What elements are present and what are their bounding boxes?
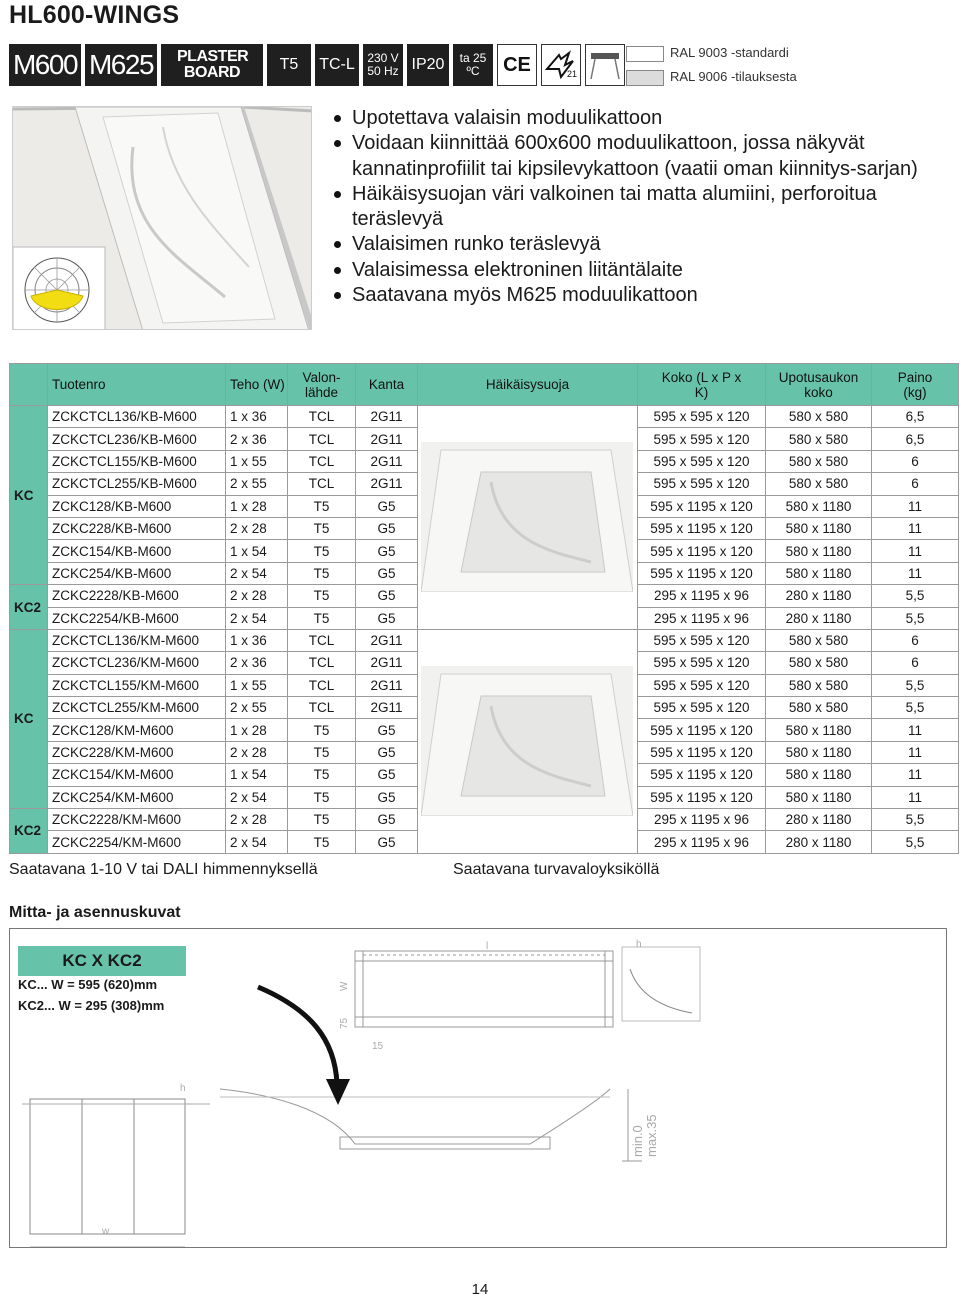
pointer-arrow xyxy=(258,987,337,1084)
socket: 2G11 xyxy=(356,652,418,674)
product-code: ZCKCTCL155/KM-M600 xyxy=(48,674,226,696)
power: 2 x 54 xyxy=(226,562,288,584)
ral-standard-label: RAL 9003 -standardi xyxy=(670,45,789,60)
socket: G5 xyxy=(356,741,418,763)
socket: G5 xyxy=(356,719,418,741)
socket: 2G11 xyxy=(356,406,418,428)
cutout-size: 580 x 1180 xyxy=(766,741,872,763)
cutout-size: 580 x 580 xyxy=(766,674,872,696)
tcl-badge: TC-L xyxy=(315,44,359,86)
socket: G5 xyxy=(356,831,418,853)
power: 1 x 28 xyxy=(226,495,288,517)
light-source: T5 xyxy=(288,786,356,808)
m600-badge: M600 xyxy=(9,44,81,86)
feature-item: Saatavana myös M625 moduulikattoon xyxy=(330,283,950,308)
cutout-size: 580 x 580 xyxy=(766,697,872,719)
t5-badge: T5 xyxy=(267,44,311,86)
socket: G5 xyxy=(356,517,418,539)
dim-length: l xyxy=(486,941,489,952)
column-header: Valon-lähde xyxy=(288,364,356,406)
cutout-size: 580 x 1180 xyxy=(766,562,872,584)
product-code: ZCKC128/KM-M600 xyxy=(48,719,226,741)
size: 595 x 595 x 120 xyxy=(638,450,766,472)
power: 1 x 55 xyxy=(226,674,288,696)
kc-width-note: KC... W = 595 (620)mm xyxy=(18,977,158,992)
enec-symbol xyxy=(543,47,579,83)
weight: 5,5 xyxy=(872,674,959,696)
cutout-size: 580 x 1180 xyxy=(766,495,872,517)
cutout-size: 580 x 580 xyxy=(766,406,872,428)
group-label: KC2 xyxy=(10,809,48,854)
power: 2 x 36 xyxy=(226,428,288,450)
cutout-size: 580 x 580 xyxy=(766,473,872,495)
voltage-badge: 230 V 50 Hz xyxy=(363,44,403,86)
product-photo xyxy=(12,106,312,330)
product-code: ZCKC228/KM-M600 xyxy=(48,741,226,763)
power: 2 x 28 xyxy=(226,517,288,539)
socket: G5 xyxy=(356,585,418,607)
socket: 2G11 xyxy=(356,428,418,450)
size: 595 x 595 x 120 xyxy=(638,674,766,696)
light-source: TCL xyxy=(288,406,356,428)
product-code: ZCKC2228/KB-M600 xyxy=(48,585,226,607)
cutout-size: 580 x 580 xyxy=(766,629,872,651)
size: 595 x 595 x 120 xyxy=(638,652,766,674)
weight: 11 xyxy=(872,719,959,741)
product-code: ZCKC2254/KM-M600 xyxy=(48,831,226,853)
size: 595 x 595 x 120 xyxy=(638,473,766,495)
light-source: T5 xyxy=(288,585,356,607)
kc2-width-note: KC2... W = 295 (308)mm xyxy=(18,998,165,1013)
enec-mark-icon xyxy=(541,44,581,86)
product-code: ZCKC254/KM-M600 xyxy=(48,786,226,808)
light-source: T5 xyxy=(288,741,356,763)
power: 2 x 55 xyxy=(226,697,288,719)
product-code: ZCKCTCL255/KB-M600 xyxy=(48,473,226,495)
ip20-badge: IP20 xyxy=(407,44,449,86)
weight: 6,5 xyxy=(872,428,959,450)
weight: 5,5 xyxy=(872,697,959,719)
light-source: TCL xyxy=(288,428,356,450)
light-source: T5 xyxy=(288,764,356,786)
socket: G5 xyxy=(356,607,418,629)
dim-min: min.0 xyxy=(630,1125,645,1157)
size: 595 x 595 x 120 xyxy=(638,629,766,651)
kc-label: KC X KC2 xyxy=(18,946,186,976)
power: 2 x 36 xyxy=(226,652,288,674)
weight: 5,5 xyxy=(872,831,959,853)
power: 2 x 54 xyxy=(226,607,288,629)
power: 1 x 28 xyxy=(226,719,288,741)
power: 1 x 36 xyxy=(226,406,288,428)
column-header: Koko (L x P x K) xyxy=(638,364,766,406)
product-code: ZCKCTCL155/KB-M600 xyxy=(48,450,226,472)
group-header xyxy=(10,364,48,406)
product-code: ZCKC228/KB-M600 xyxy=(48,517,226,539)
cutout-size: 580 x 1180 xyxy=(766,719,872,741)
product-code: ZCKC154/KB-M600 xyxy=(48,540,226,562)
column-header: Häikäisysuoja xyxy=(418,364,638,406)
socket: 2G11 xyxy=(356,450,418,472)
weight: 11 xyxy=(872,495,959,517)
column-header: Tuotenro xyxy=(48,364,226,406)
light-source: T5 xyxy=(288,517,356,539)
dim-75: 75 xyxy=(339,1017,350,1029)
weight: 11 xyxy=(872,517,959,539)
size: 595 x 595 x 120 xyxy=(638,406,766,428)
size: 595 x 1195 x 120 xyxy=(638,786,766,808)
glare-shield-cell xyxy=(418,406,638,630)
power: 1 x 55 xyxy=(226,450,288,472)
socket: 2G11 xyxy=(356,629,418,651)
feature-item: Valaisimessa elektroninen liitäntälaite xyxy=(330,258,950,283)
cutout-size: 280 x 1180 xyxy=(766,809,872,831)
dim-width: W xyxy=(339,981,350,991)
cutout-size: 580 x 580 xyxy=(766,450,872,472)
recessed-symbol xyxy=(587,47,623,83)
weight: 11 xyxy=(872,540,959,562)
column-header: Teho (W) xyxy=(226,364,288,406)
emergency-note: Saatavana turvavaloyksiköllä xyxy=(453,861,660,878)
size: 595 x 1195 x 120 xyxy=(638,540,766,562)
table-header-row xyxy=(10,364,959,406)
product-code: ZCKC2228/KM-M600 xyxy=(48,809,226,831)
arrow-head-icon xyxy=(326,1079,350,1105)
column-header: Upotusaukon koko xyxy=(766,364,872,406)
table-row xyxy=(10,406,959,428)
size: 595 x 595 x 120 xyxy=(638,428,766,450)
dim-height: h xyxy=(636,939,642,950)
size: 295 x 1195 x 96 xyxy=(638,607,766,629)
light-source: TCL xyxy=(288,697,356,719)
ral-9006-swatch xyxy=(626,70,664,86)
light-source: T5 xyxy=(288,719,356,741)
cutout-size: 280 x 1180 xyxy=(766,607,872,629)
feature-list xyxy=(330,106,950,308)
cutout-size: 580 x 1180 xyxy=(766,786,872,808)
size: 595 x 1195 x 120 xyxy=(638,517,766,539)
product-code: ZCKC154/KM-M600 xyxy=(48,764,226,786)
temperature-badge: ta 25 ºC xyxy=(453,44,493,86)
cutout-size: 280 x 1180 xyxy=(766,585,872,607)
size: 295 x 1195 x 96 xyxy=(638,585,766,607)
glare-shield-cell xyxy=(418,629,638,853)
group-label: KC xyxy=(10,629,48,808)
enec-number: 21 xyxy=(567,69,578,79)
power: 2 x 55 xyxy=(226,473,288,495)
page-title: HL600-WINGS xyxy=(9,1,180,29)
page-number: 14 xyxy=(471,1281,489,1298)
light-source: TCL xyxy=(288,473,356,495)
power: 2 x 28 xyxy=(226,585,288,607)
size: 595 x 1195 x 120 xyxy=(638,495,766,517)
product-code: ZCKCTCL255/KM-M600 xyxy=(48,697,226,719)
technical-drawing xyxy=(10,929,947,1248)
weight: 5,5 xyxy=(872,585,959,607)
power: 2 x 54 xyxy=(226,831,288,853)
cutout-size: 280 x 1180 xyxy=(766,831,872,853)
product-code: ZCKCTCL236/KB-M600 xyxy=(48,428,226,450)
plaster-board-badge: PLASTER BOARD xyxy=(161,44,263,86)
dim-max: max.35 xyxy=(644,1114,659,1157)
light-source: T5 xyxy=(288,495,356,517)
socket: 2G11 xyxy=(356,697,418,719)
weight: 5,5 xyxy=(872,809,959,831)
weight: 6,5 xyxy=(872,406,959,428)
cutout-size: 580 x 1180 xyxy=(766,517,872,539)
column-header: Paino (kg) xyxy=(872,364,959,406)
light-source: T5 xyxy=(288,607,356,629)
socket: 2G11 xyxy=(356,674,418,696)
light-source: T5 xyxy=(288,831,356,853)
socket: G5 xyxy=(356,809,418,831)
power: 2 x 28 xyxy=(226,809,288,831)
recessed-icon xyxy=(585,44,625,86)
socket: G5 xyxy=(356,540,418,562)
size: 595 x 1195 x 120 xyxy=(638,764,766,786)
table-row xyxy=(10,629,959,651)
light-source: T5 xyxy=(288,540,356,562)
size: 295 x 1195 x 96 xyxy=(638,809,766,831)
dim-15: 15 xyxy=(372,1041,384,1052)
ral-optional-label: RAL 9006 -tilauksesta xyxy=(670,69,797,84)
size: 595 x 1195 x 120 xyxy=(638,562,766,584)
cutout-size: 580 x 1180 xyxy=(766,540,872,562)
cutout-size: 580 x 580 xyxy=(766,428,872,450)
weight: 6 xyxy=(872,473,959,495)
power: 2 x 54 xyxy=(226,786,288,808)
power: 1 x 54 xyxy=(226,540,288,562)
size: 595 x 1195 x 120 xyxy=(638,741,766,763)
cutout-size: 580 x 1180 xyxy=(766,764,872,786)
light-source: T5 xyxy=(288,809,356,831)
weight: 6 xyxy=(872,450,959,472)
m625-badge: M625 xyxy=(85,44,157,86)
product-table xyxy=(9,363,959,854)
power: 2 x 28 xyxy=(226,741,288,763)
light-source: TCL xyxy=(288,652,356,674)
column-header: Kanta xyxy=(356,364,418,406)
socket: G5 xyxy=(356,764,418,786)
ral-9003-swatch xyxy=(626,46,664,62)
size: 595 x 1195 x 120 xyxy=(638,719,766,741)
socket: 2G11 xyxy=(356,473,418,495)
weight: 11 xyxy=(872,764,959,786)
feature-item: Upotettava valaisin moduulikattoon xyxy=(330,106,950,131)
dimming-note: Saatavana 1-10 V tai DALI himmennyksellä xyxy=(9,861,318,878)
feature-item: Valaisimen runko teräslevyä xyxy=(330,232,950,257)
weight: 11 xyxy=(872,562,959,584)
power: 1 x 36 xyxy=(226,629,288,651)
product-code: ZCKC254/KB-M600 xyxy=(48,562,226,584)
dimension-drawing xyxy=(9,928,947,1248)
dim-w: w xyxy=(102,1226,110,1237)
weight: 6 xyxy=(872,629,959,651)
socket: G5 xyxy=(356,786,418,808)
socket: G5 xyxy=(356,562,418,584)
weight: 5,5 xyxy=(872,607,959,629)
photometric-diagram-icon xyxy=(25,258,89,322)
light-source: TCL xyxy=(288,674,356,696)
size: 295 x 1195 x 96 xyxy=(638,831,766,853)
weight: 11 xyxy=(872,786,959,808)
weight: 11 xyxy=(872,741,959,763)
feature-item: Voidaan kiinnittää 600x600 moduulikattoon, jossa näkyvät kannatinprofiilit tai kipsilevykattoon (vaatii oman kiinnitys-sarjan) xyxy=(330,131,950,182)
light-source: TCL xyxy=(288,629,356,651)
power: 1 x 54 xyxy=(226,764,288,786)
product-code: ZCKCTCL236/KM-M600 xyxy=(48,652,226,674)
light-source: T5 xyxy=(288,562,356,584)
size: 595 x 595 x 120 xyxy=(638,697,766,719)
feature-item: Häikäisysuojan väri valkoinen tai matta alumiini, perforoitua teräslevyä xyxy=(330,182,950,233)
dim-h: h xyxy=(180,1083,186,1094)
light-source: TCL xyxy=(288,450,356,472)
product-code: ZCKC2254/KB-M600 xyxy=(48,607,226,629)
group-label: KC2 xyxy=(10,585,48,630)
group-label: KC xyxy=(10,406,48,585)
socket: G5 xyxy=(356,495,418,517)
ce-mark-icon: CE xyxy=(497,44,537,86)
cutout-size: 580 x 580 xyxy=(766,652,872,674)
product-code: ZCKC128/KB-M600 xyxy=(48,495,226,517)
drawings-title: Mitta- ja asennuskuvat xyxy=(9,904,181,921)
weight: 6 xyxy=(872,652,959,674)
product-code: ZCKCTCL136/KM-M600 xyxy=(48,629,226,651)
product-code: ZCKCTCL136/KB-M600 xyxy=(48,406,226,428)
